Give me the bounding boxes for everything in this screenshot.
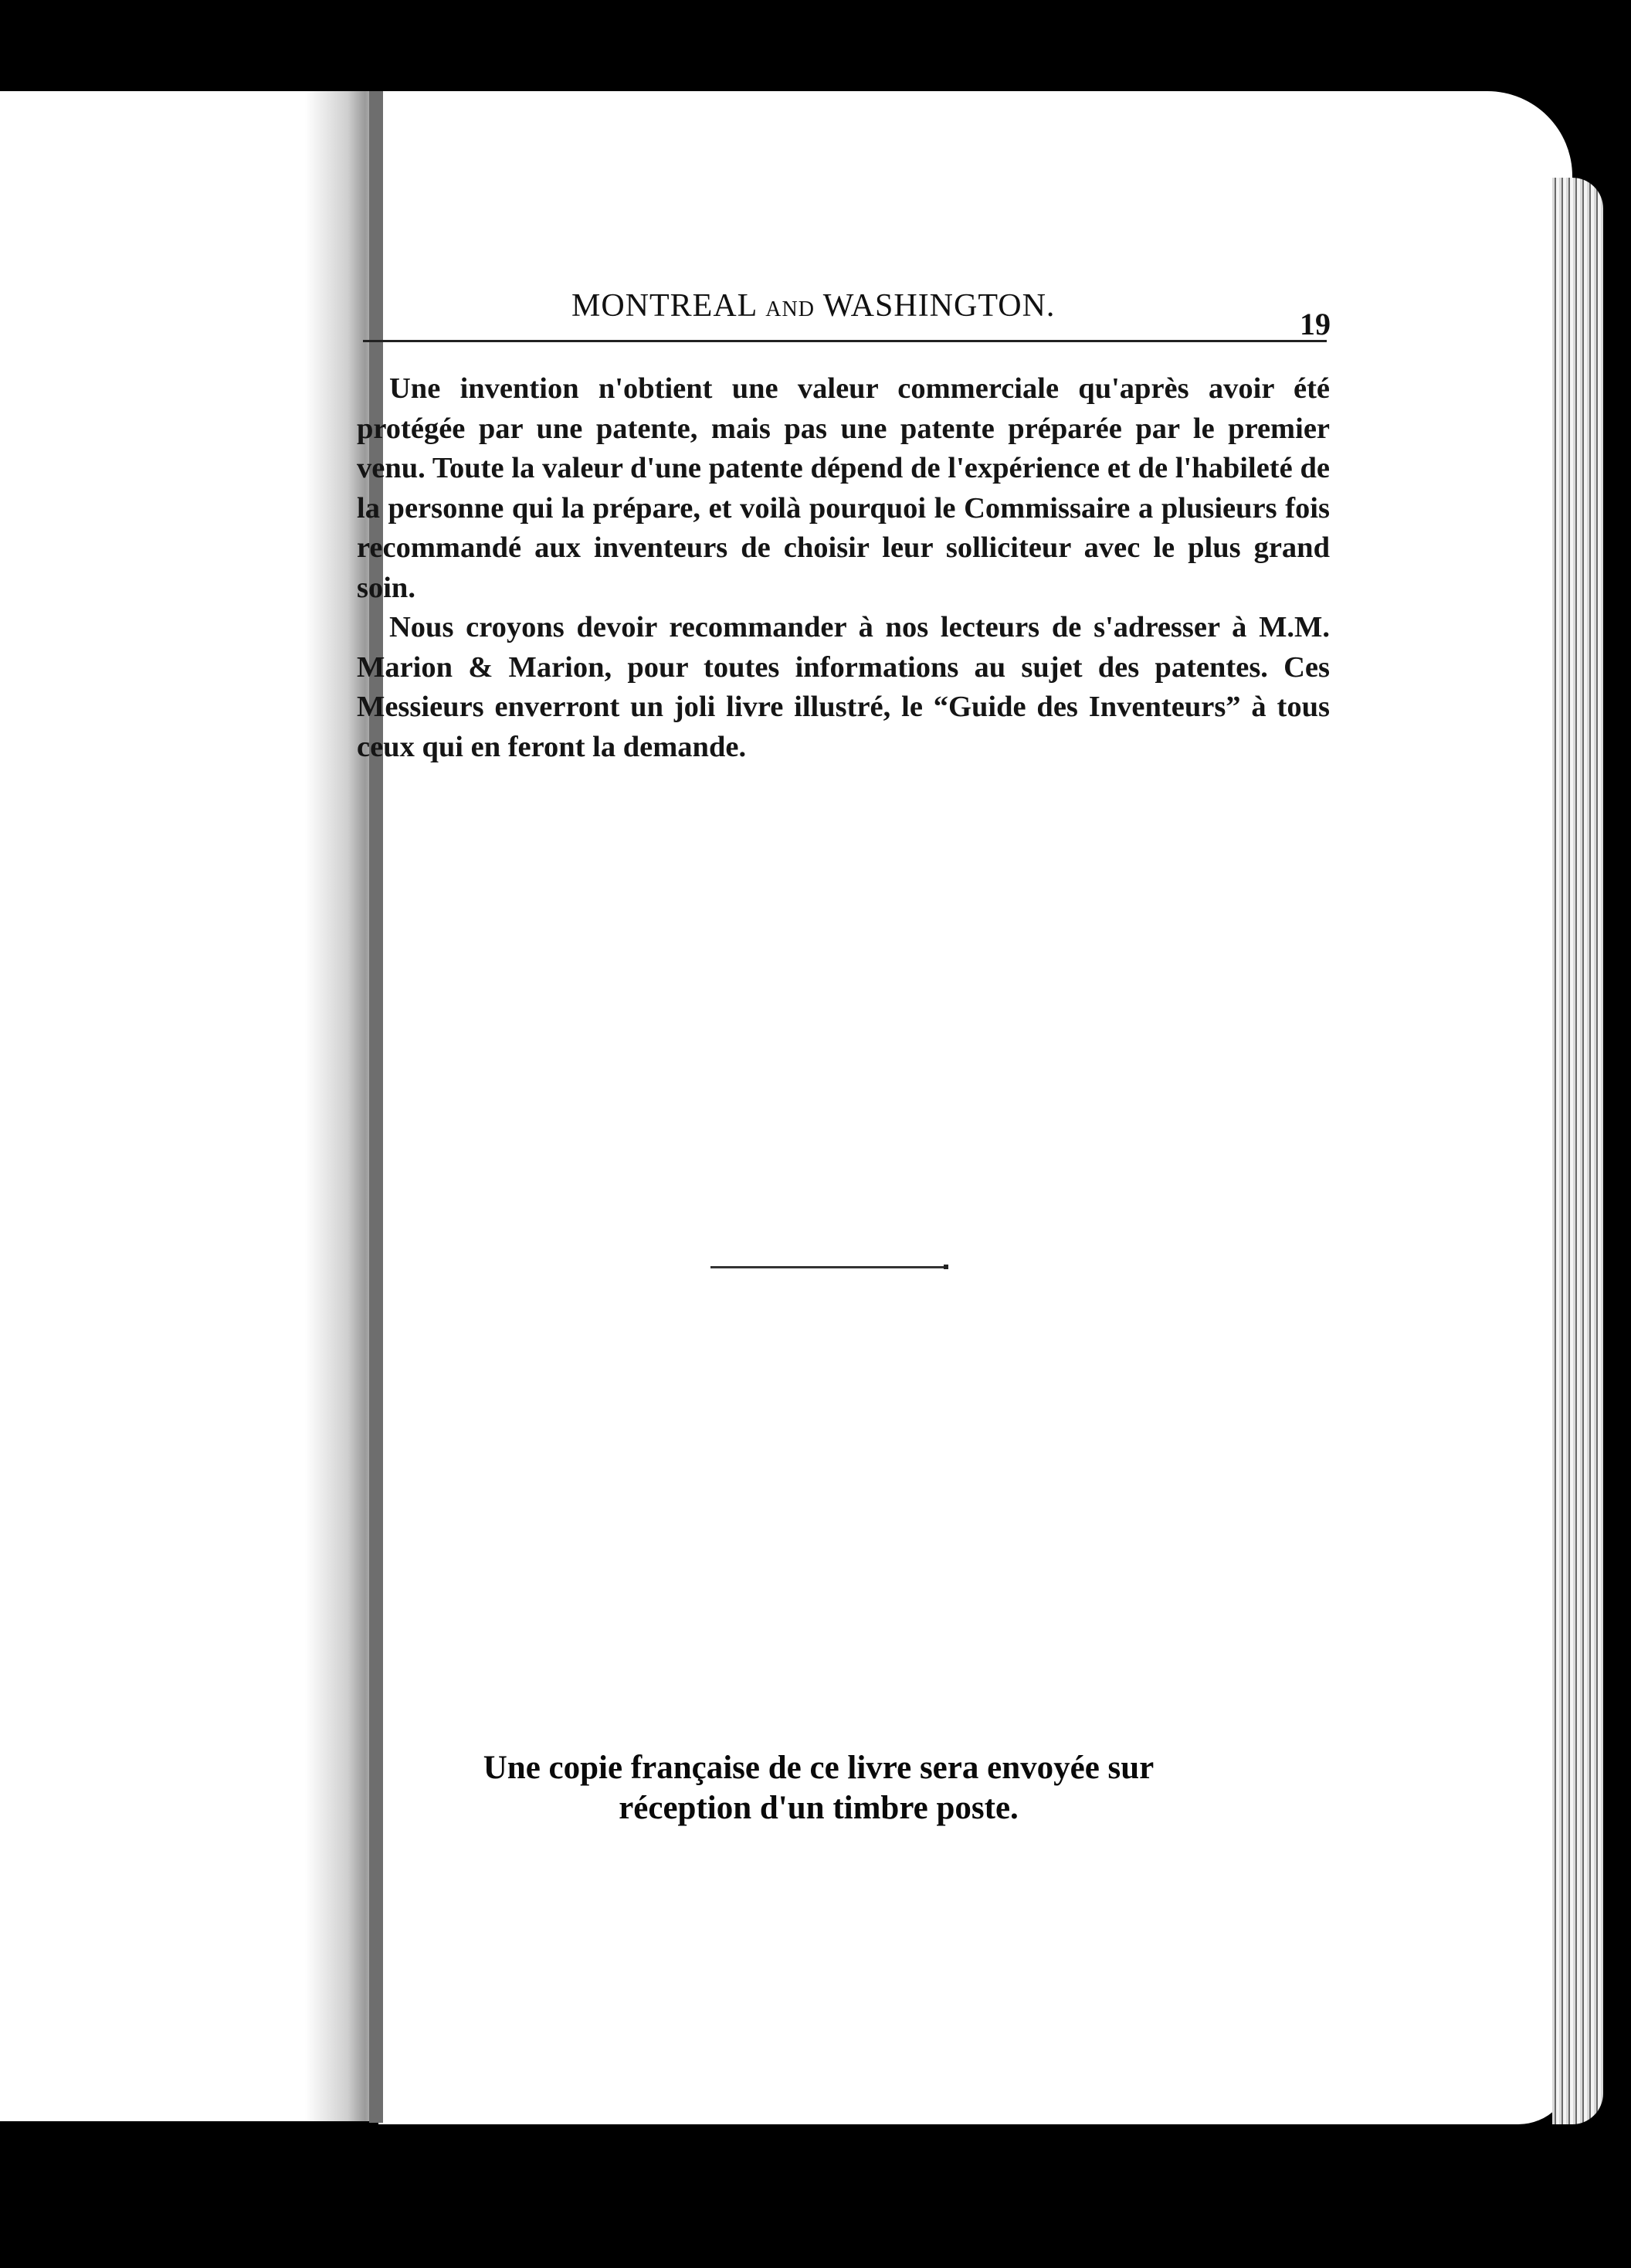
book-page-edges — [1552, 178, 1603, 2124]
paragraph-1: Une invention n'obtient une valeur commerciale qu'après avoir été protégée par une patente, mais pas une patente préparée par le premier venu. Toute la valeur d'une patente dépend de l'expérience et de l'habileté de la personne qui la prépare, et voilà pourquoi le Commissaire a plusieurs fois recommandé aux inventeurs de choisir leur solliciteur avec le plus grand soin. — [357, 372, 1330, 604]
header-title-washington: WASHINGTON. — [822, 288, 1056, 324]
notice-line-2: réception d'un timbre poste. — [619, 1790, 1019, 1826]
header-rule — [363, 340, 1327, 342]
paragraph-2: Nous croyons devoir recommander à nos lecteurs de s'adresser à M.M. Marion & Marion, pour toutes informations au sujet des patentes. Ces Messieurs enverront un joli livre illustré, le “Guide des Inventeurs” à tous ceux qui en feront la demande. — [357, 611, 1330, 763]
french-copy-notice — [332, 1748, 1305, 1828]
header-title-montreal: MONTREAL — [571, 288, 757, 324]
section-divider-rule — [710, 1266, 945, 1268]
running-header — [571, 287, 1055, 324]
notice-line-1: Une copie française de ce livre sera envoyée sur — [483, 1750, 1155, 1786]
header-title-and: AND — [765, 297, 815, 321]
body-text — [357, 369, 1330, 767]
page-number: 19 — [1300, 307, 1331, 341]
